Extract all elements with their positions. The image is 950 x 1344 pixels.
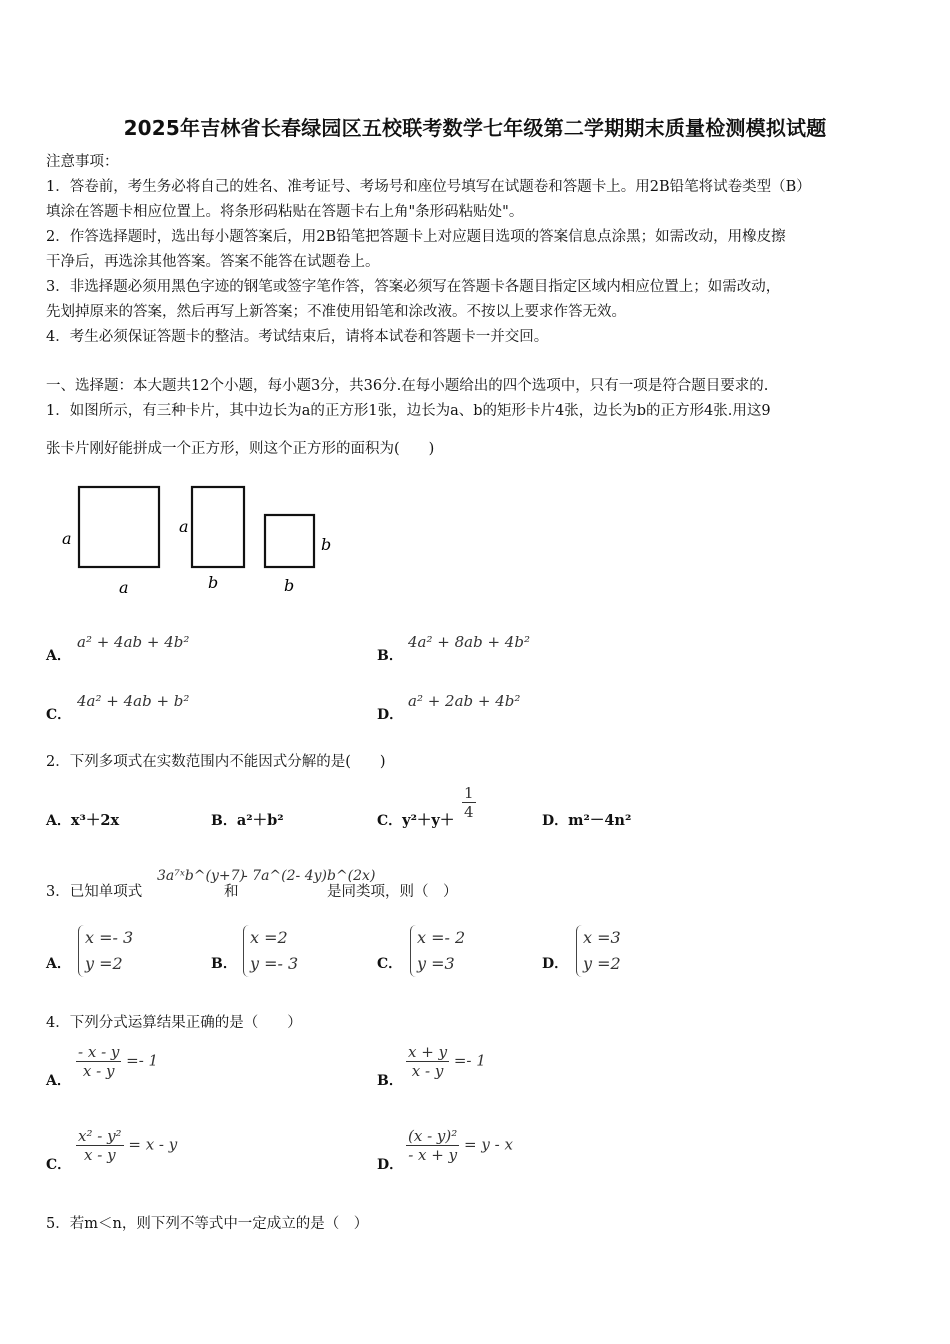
option-label: D． (377, 707, 404, 723)
q3-option-d[interactable] (576, 925, 621, 977)
q4-option-b[interactable] (406, 1043, 486, 1080)
option-label: A． (46, 956, 71, 972)
option-label: B． (211, 813, 237, 829)
label-a-bottom: a (119, 578, 129, 597)
label-b-bottom: b (284, 576, 295, 595)
q3-option-a[interactable] (78, 925, 133, 977)
option-label: C． (46, 1157, 72, 1173)
section-heading: 一、选择题：本大题共12个小题，每小题3分，共36分.在每小题给出的四个选项中，只有一项是符合题目要求的. (46, 378, 769, 394)
q2-option-c[interactable]: y²＋y＋ (402, 812, 455, 829)
option-label: B． (377, 648, 403, 664)
option-label: D． (542, 813, 569, 829)
q3-term1: 3a⁷ˣb^(y+7) (157, 868, 245, 884)
notes-line: 4．考生必须保证答题卡的整洁。考试结束后，请将本试卷和答题卡一并交回。 (46, 329, 549, 345)
q1-stem-line2: 张卡片刚好能拼成一个正方形，则这个正方形的面积为( ) (46, 441, 435, 457)
q1-option-a[interactable]: a² + 4ab + 4b² (77, 633, 190, 651)
rectangle-ab (192, 487, 244, 567)
eq-line: y =2 (85, 954, 123, 973)
q4-option-c[interactable] (76, 1127, 177, 1164)
eq-line: y =3 (417, 954, 455, 973)
q2-stem: 2．下列多项式在实数范围内不能因式分解的是( ) (46, 754, 386, 770)
q3-option-c[interactable] (410, 925, 465, 977)
label-b-rect: b (208, 573, 219, 592)
eq-line: x =2 (250, 928, 288, 947)
fraction-rhs: =- 1 (126, 1051, 159, 1070)
label-b-right: b (321, 535, 332, 554)
option-label: A． (46, 813, 71, 829)
option-label: D． (542, 956, 569, 972)
fraction-denominator: - x + y (408, 1146, 458, 1164)
q4-stem: 4．下列分式运算结果正确的是（ ） (46, 1015, 302, 1031)
q1-option-b[interactable]: 4a² + 8ab + 4b² (408, 633, 530, 651)
option-label: B． (377, 1073, 403, 1089)
square-a (79, 487, 159, 567)
q3-option-b[interactable] (243, 925, 298, 977)
square-b (265, 515, 314, 567)
notes-line: 干净后，再选涂其他答案。答案不能答在试题卷上。 (46, 254, 380, 270)
notes-line: 1．答卷前，考生务必将自己的姓名、准考证号、考场号和座位号填写在试题卷和答题卡上。用2B铅笔将试卷类型（B） (46, 179, 811, 195)
fraction-denominator: x - y (82, 1062, 115, 1080)
label-a-left: a (62, 529, 72, 548)
option-label: A． (46, 1073, 71, 1089)
eq-line: x =- 2 (417, 928, 466, 947)
option-label: C． (377, 813, 403, 829)
notes-line: 2．作答选择题时，选出每小题答案后，用2B铅笔把答题卡上对应题目选项的答案信息点涂黑；如需改动，用橡皮擦 (46, 229, 786, 245)
q2-option-d[interactable]: m²－4n² (568, 812, 632, 829)
page-title: 2025年吉林省长春绿园区五校联考数学七年级第二学期期末质量检测模拟试题 (123, 116, 827, 140)
eq-line: x =- 3 (85, 928, 134, 947)
eq-line: y =- 3 (250, 954, 299, 973)
label-a-rect: a (179, 517, 189, 536)
option-label: A． (46, 648, 71, 664)
notes-heading: 注意事项： (46, 154, 119, 170)
q1-stem-line1: 1．如图所示，有三种卡片，其中边长为a的正方形1张，边长为a、b的矩形卡片4张，边长为b的正方形4张.用这9 (46, 403, 771, 419)
fraction-denominator: x - y (411, 1062, 444, 1080)
eq-line: x =3 (583, 928, 621, 947)
fraction-rhs: =- 1 (453, 1051, 486, 1070)
q3-prefix: 3．已知单项式 (46, 884, 143, 900)
q3-term2: - 7a^(2- 4y)b^(2x) (243, 868, 376, 884)
fraction-rhs: = y - x (464, 1135, 513, 1154)
notes-line: 先划掉原来的答案，然后再写上新答案；不准使用铅笔和涂改液。不按以上要求作答无效。 (46, 304, 626, 320)
fraction-numerator: (x - y)² (408, 1127, 458, 1145)
fraction-numerator: - x - y (78, 1043, 120, 1061)
q3-suffix: 是同类项，则（ ） (327, 884, 458, 900)
q1-cards-figure (55, 478, 345, 600)
q5-stem: 5．若m＜n，则下列不等式中一定成立的是（ ） (46, 1216, 369, 1232)
q2-option-c-den: 4 (464, 803, 474, 821)
fraction-denominator: x - y (84, 1146, 116, 1164)
q1-option-d[interactable]: a² + 2ab + 4b² (408, 692, 521, 710)
option-label: C． (377, 956, 403, 972)
option-label: B． (211, 956, 237, 972)
option-label: D． (377, 1157, 404, 1173)
notes-line: 3．非选择题必须用黑色字迹的钢笔或签字笔作答，答案必须写在答题卡各题目指定区域内相应位置上；如需改动， (46, 279, 781, 295)
q4-option-d[interactable] (406, 1127, 513, 1164)
fraction-numerator: x² - y² (78, 1127, 122, 1145)
option-label: C． (46, 707, 72, 723)
q1-option-c[interactable]: 4a² + 4ab + b² (77, 692, 190, 710)
fraction-rhs: = x - y (128, 1135, 178, 1154)
q2-option-c-num: 1 (464, 784, 474, 802)
q3-middle: 和 (224, 884, 239, 900)
fraction-numerator: x + y (408, 1043, 448, 1061)
notes-line: 填涂在答题卡相应位置上。将条形码粘贴在答题卡右上角"条形码粘贴处"。 (46, 204, 524, 220)
q2-option-b[interactable]: a²＋b² (236, 812, 284, 829)
q2-option-a[interactable]: x³＋2x (70, 812, 120, 829)
eq-line: y =2 (583, 954, 621, 973)
q4-option-a[interactable] (76, 1043, 158, 1080)
